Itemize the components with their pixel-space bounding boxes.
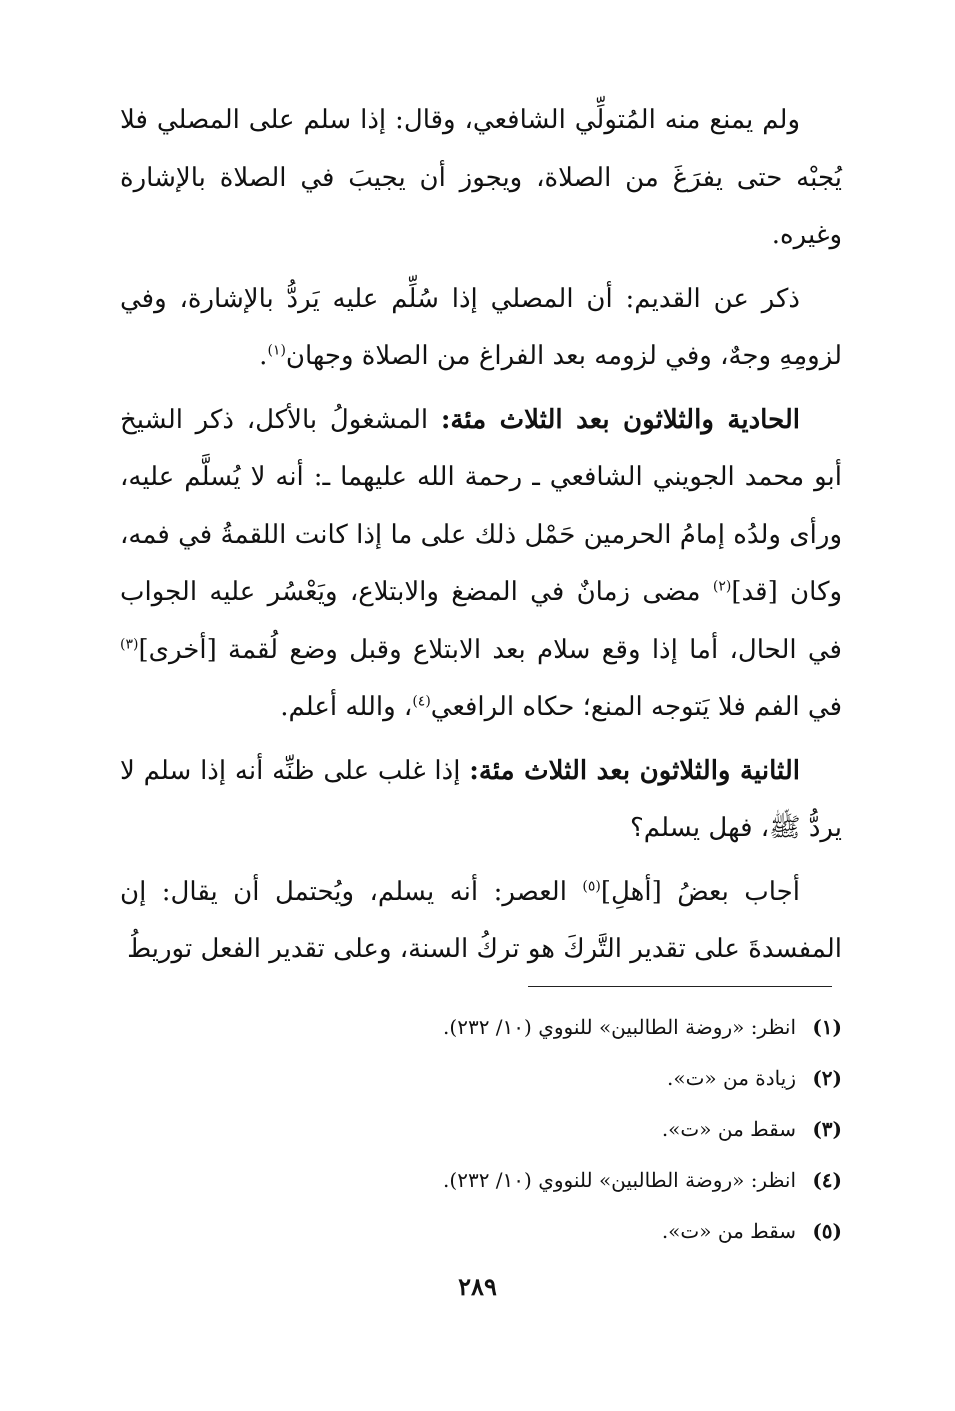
section-heading: الحادية والثلاثون بعد الثلاث مئة: bbox=[440, 404, 800, 435]
paragraph bbox=[120, 743, 842, 858]
footnote bbox=[120, 1104, 842, 1155]
footnotes bbox=[120, 1002, 842, 1257]
paragraph-text: مضى زمانٌ في المضغ والابتلاع، ويَعْسُر عليه الجواب في الحال، أما إذا وقع سلام بعد الابتلاع وقبل وضع لُقمة [أخرى] bbox=[120, 577, 842, 665]
paragraph-text: ، والله أعلم. bbox=[280, 692, 413, 722]
paragraph-text: . bbox=[259, 341, 268, 371]
paragraph bbox=[120, 392, 842, 737]
footnote-ref: (٣) bbox=[120, 635, 139, 652]
footnote-number: (٢) bbox=[812, 1066, 842, 1090]
footnote bbox=[120, 1206, 842, 1257]
paragraph bbox=[120, 271, 842, 386]
footnote-number: (١) bbox=[812, 1015, 842, 1039]
footnote-text: انظر: «روضة الطالبين» للنووي (١٠/ ٢٣٢). bbox=[443, 1168, 796, 1192]
footnote-ref: (١) bbox=[267, 342, 286, 359]
paragraph-text: ذكر عن القديم: أن المصلي إذا سُلِّم عليه يَردُّ بالإشارة، وفي لزومِهِ وجهٌ، وفي لزومه بعد الفراغ من الصلاة وجهان bbox=[120, 283, 842, 371]
footnote-text: انظر: «روضة الطالبين» للنووي (١٠/ ٢٣٢). bbox=[443, 1015, 796, 1039]
footnote-text: سقط من «ت». bbox=[661, 1219, 796, 1243]
footnote-text: زيادة من «ت». bbox=[666, 1066, 796, 1090]
paragraph-text: ولم يمنع منه المُتولِّي الشافعي، وقال: إذا سلم على المصلي فلا يُجبْه حتى يفرَغَ من الصلاة، ويجوز أن يجيبَ في الصلاة بالإشارة وغيره. bbox=[120, 105, 842, 250]
paragraph-text: أجاب بعضُ [أهلِ] bbox=[600, 876, 800, 907]
footnote-ref: (٢) bbox=[712, 578, 732, 595]
paragraph-text: في الفم فلا يَتوجه المنع؛ حكاه الرافعي bbox=[430, 692, 842, 722]
section-heading: الثانية والثلاثون بعد الثلاث مئة: bbox=[469, 755, 800, 786]
footnote-number: (٥) bbox=[812, 1219, 842, 1243]
footnote-ref: (٤) bbox=[412, 693, 431, 710]
footnote-separator bbox=[528, 986, 832, 987]
footnote bbox=[120, 1053, 842, 1104]
paragraph-text: المشغولُ بالأكل، ذكر الشيخ أبو محمد الجويني الشافعي ـ رحمة الله عليهما ـ: أنه لا يُسلَّم عليه، ورأى ولدُه إمامُ الحرمين حَمْل ذلك على ما إذا كانت اللقمةُ في فمه، وكان [قد] bbox=[120, 404, 843, 607]
footnote-number: (٣) bbox=[812, 1117, 842, 1141]
footnote bbox=[120, 1155, 842, 1206]
paragraph bbox=[120, 92, 842, 265]
footnote-ref: (٥) bbox=[582, 877, 601, 894]
paragraph-text: العصر: أنه يسلم، ويُحتمل أن يقال: إن المفسدةَ على تقدير التَّركَ هو تركُ السنة، وعلى تقدير الفعل توريطُ bbox=[120, 876, 842, 964]
paragraph bbox=[120, 864, 842, 979]
paragraph-text: إذا غلب على ظنِّه أنه إذا سلم لا يردُّ ﷺ، فهل يسلم؟ bbox=[120, 755, 842, 843]
footnote bbox=[120, 1002, 842, 1053]
footnote-number: (٤) bbox=[812, 1168, 842, 1192]
footnote-text: سقط من «ت». bbox=[661, 1117, 796, 1141]
page-number: ٢٨٩ bbox=[458, 1272, 497, 1301]
main-text bbox=[120, 92, 842, 985]
